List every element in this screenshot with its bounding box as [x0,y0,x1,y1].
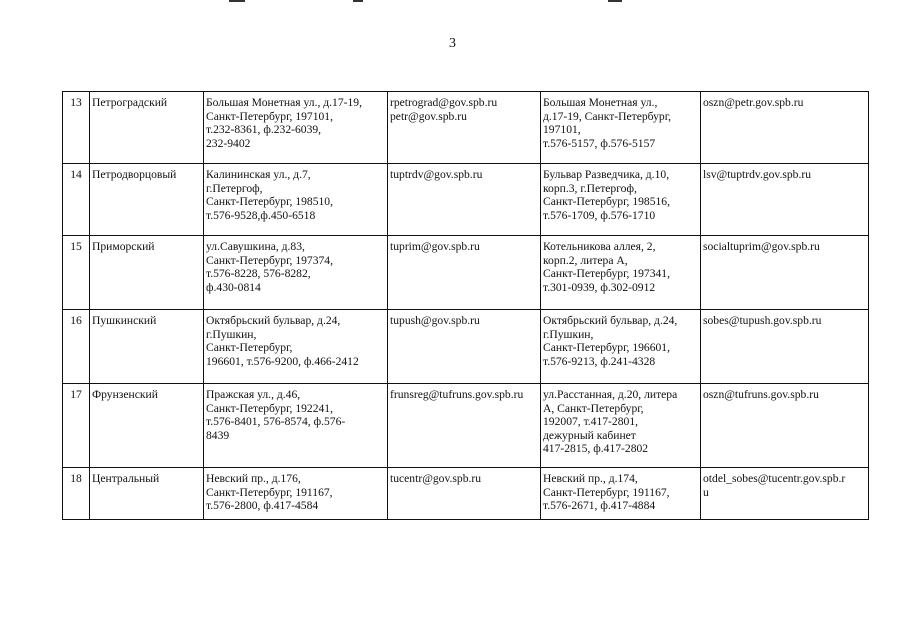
admin-email-line: frunsreg@tufruns.gov.spb.ru [390,388,524,401]
district-name: Фрунзенский [90,384,204,468]
social-dept-address [541,468,701,520]
admin-address-line: Невский пр., д.176, [206,472,301,485]
social-dept-email-line: sobes@tupush.gov.spb.ru [703,314,822,327]
social-dept-address-line: Санкт-Петербург, 198516, [543,195,670,209]
admin-address [204,236,388,310]
social-dept-address-line: т.301-0939, ф.302-0912 [543,280,656,294]
page-number: 3 [449,36,456,51]
admin-address-line: т.576-9528,ф.450-6518 [206,208,316,222]
social-dept-email [701,384,869,468]
table-row [63,236,869,310]
social-dept-address-line: Бульвар Разведчика, д.10, [543,168,670,181]
social-dept-email [701,468,869,520]
social-dept-address [541,384,701,468]
social-dept-address-line: 417-2815, ф.417-2802 [543,442,649,456]
admin-address-line: 232-9402 [206,136,251,150]
social-dept-email-line: lsv@tuptrdv.gov.spb.ru [703,168,812,181]
social-dept-address-line: ул.Расстанная, д.20, литера [543,388,678,401]
admin-email [388,92,541,164]
social-dept-address [541,164,701,236]
social-dept-email [701,310,869,384]
district-name: Петроградский [90,92,204,164]
admin-email [388,384,541,468]
admin-address-line: Пражская ул., д.46, [206,388,301,401]
social-dept-address-line: Невский пр., д.174, [543,472,638,485]
admin-address [204,384,388,468]
table-row [63,164,869,236]
admin-address [204,164,388,236]
social-dept-address-line: т.576-5157, ф.576-5157 [543,136,656,150]
admin-email [388,236,541,310]
row-number: 13 [63,92,90,164]
admin-email [388,468,541,520]
admin-email [388,164,541,236]
social-dept-address-line: т.576-2671, ф.417-4884 [543,499,656,513]
admin-address-line: Санкт-Петербург, 197101, [206,109,333,123]
admin-address-line: Большая Монетная ул., д.17-19, [206,96,363,109]
social-dept-email [701,164,869,236]
admin-address [204,310,388,384]
admin-address-line: 8439 [206,428,230,442]
row-number: 18 [63,468,90,520]
social-dept-address-line: Большая Монетная ул., [543,96,658,109]
admin-address-line: Санкт-Петербург, 197374, [206,253,333,267]
district-name: Центральный [90,468,204,520]
admin-address [204,468,388,520]
admin-address-line: т.576-8401, 576-8574, ф.576- [206,415,346,429]
admin-address-line: Октябрьский бульвар, д.24, [206,314,341,327]
district-name: Пушкинский [90,310,204,384]
social-dept-address-line: 197101, [543,123,581,137]
row-number: 16 [63,310,90,384]
admin-address-line: Санкт-Петербург, 192241, [206,401,333,415]
social-dept-email [701,92,869,164]
admin-address-line: т.232-8361, ф.232-6039, [206,123,322,137]
admin-address-line: ф.430-0814 [206,280,261,294]
social-dept-address-line: 192007, т.417-2801, [543,415,639,429]
social-dept-address [541,236,701,310]
social-dept-address-line: т.576-9213, ф.241-4328 [543,354,656,368]
admin-address-line: 196601, т.576-9200, ф.466-2412 [206,354,359,368]
admin-address-line: ул.Савушкина, д.83, [206,240,305,253]
social-dept-address-line: корп.3, г.Петергоф, [543,181,637,195]
table-row [63,92,869,164]
social-dept-email-line: oszn@tufruns.gov.spb.ru [703,388,819,401]
social-dept-address-line: Санкт-Петербург, 197341, [543,267,670,281]
admin-address-line: Санкт-Петербург, 191167, [206,485,333,499]
district-contacts-table [62,91,869,520]
social-dept-email [701,236,869,310]
social-dept-address-line: дежурный кабинет [543,428,636,442]
social-dept-email-line: u [703,485,709,499]
social-dept-email-line: socialtuprim@gov.spb.ru [703,240,820,253]
social-dept-address-line: А, Санкт-Петербург, [543,401,644,415]
admin-email-line: tuprim@gov.spb.ru [390,240,480,253]
admin-email-line: rpetrograd@gov.spb.ru [390,96,498,109]
social-dept-address-line: Октябрьский бульвар, д.24, [543,314,678,327]
admin-address-line: г.Пушкин, [206,327,257,341]
admin-address-line: Санкт-Петербург, [206,341,293,355]
district-name: Петродворцовый [90,164,204,236]
row-number: 15 [63,236,90,310]
social-dept-address-line: т.576-1709, ф.576-1710 [543,208,656,222]
table-row [63,384,869,468]
admin-address [204,92,388,164]
table-body [63,92,869,520]
district-name: Приморский [90,236,204,310]
admin-email-line: tucentr@gov.spb.ru [390,472,482,485]
row-number: 14 [63,164,90,236]
social-dept-email-line: oszn@petr.gov.spb.ru [703,96,804,109]
table-row [63,310,869,384]
admin-address-line: г.Петергоф, [206,181,263,195]
row-number: 17 [63,384,90,468]
scan-edge-marks [0,0,905,6]
admin-address-line: т.576-8228, 576-8282, [206,267,311,281]
social-dept-address-line: корп.2, литера А, [543,253,628,267]
admin-email [388,310,541,384]
social-dept-address [541,92,701,164]
social-dept-address-line: Санкт-Петербург, 191167, [543,485,670,499]
admin-address-line: Санкт-Петербург, 198510, [206,195,333,209]
admin-email-line: petr@gov.spb.ru [390,109,467,123]
admin-email-line: tupush@gov.spb.ru [390,314,480,327]
admin-email-line: tuptrdv@gov.spb.ru [390,168,483,181]
social-dept-address-line: д.17-19, Санкт-Петербург, [543,109,672,123]
social-dept-address-line: г.Пушкин, [543,327,594,341]
social-dept-address-line: Санкт-Петербург, 196601, [543,341,670,355]
social-dept-email-line: otdel_sobes@tucentr.gov.spb.r [703,472,846,485]
table-row [63,468,869,520]
admin-address-line: Калининская ул., д.7, [206,168,311,181]
social-dept-address-line: Котельникова аллея, 2, [543,240,656,253]
social-dept-address [541,310,701,384]
admin-address-line: т.576-2800, ф.417-4584 [206,499,319,513]
